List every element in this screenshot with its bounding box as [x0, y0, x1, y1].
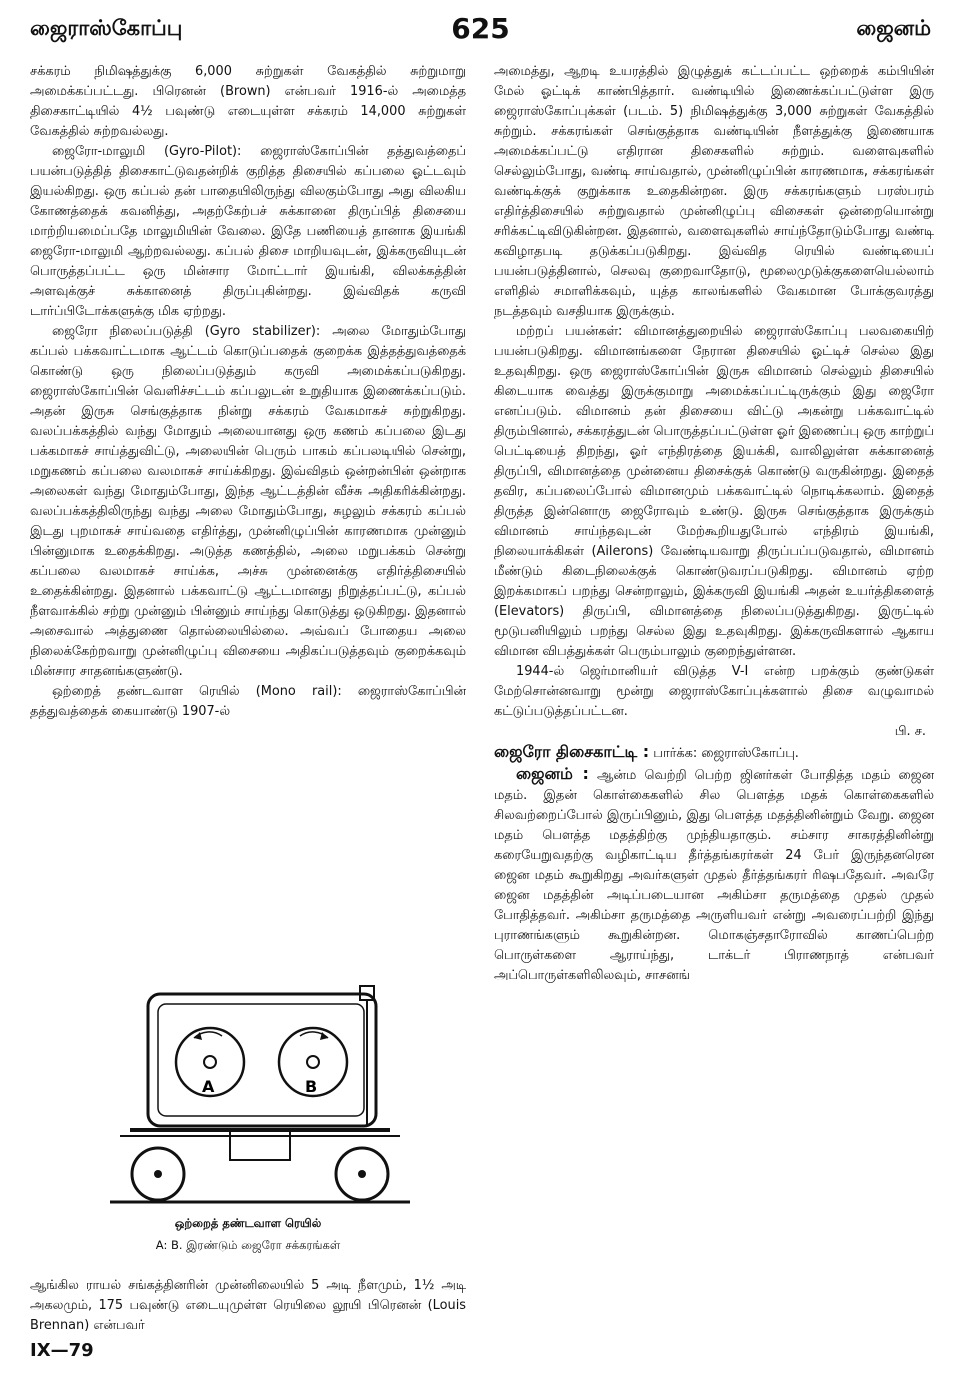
- mono-rail-figure: [110, 980, 410, 1280]
- figure-caption-title: ஒற்றைத் தண்டவாள ரெயில்: [174, 1216, 322, 1230]
- author-initials: பி. ச.: [894, 724, 926, 739]
- signature-mark: IX—79: [30, 1340, 94, 1361]
- page-header: [30, 10, 931, 54]
- paragraph-v1: 1944-ல் ஜெர்மானியர் விடுத்த V-I என்ற பறக்கும் குண்டுகள் மேற்சொன்னவாறு மூன்று ஜைராஸ்கோப்புக்களால் திசை வழுவாமல் கட்டுப்படுத்தப்பட்டன.: [494, 664, 934, 719]
- paragraph-gyro-pilot: ஜைரோ-மாலுமி (Gyro-Pilot): ஜைராஸ்கோப்பின் தத்துவத்தைப் பயன்படுத்தித் திசைகாட்டுவதன்றிக் குறித்த திசையில் கப்பலை ஓட்டவும் இயல்கிறது. ஒரு கப்பல் தன் பாதையிலிருந்து விலகும்போது அது விலகிய கோணத்தைக் கவனித்து, அதற்கேற்பச் சுக்கானை திருப்பித் திசையை மாற்றியமைப்பதே மாலுமியின் வேலை. இதே பணியைத் தானாக இயங்கி ஜைரோ-மாலுமி ஆற்றவல்லது. கப்பல் திசை மாறியவுடன், இக்கருவியுடன் பொருத்தப்பட்ட ஒரு மின்சார மோட்டார் இயங்கி, விலக்கத்தின் அளவுக்குச் சுக்கானைத் திருப்புகின்றது. இவ்விதக் கருவி டார்ப்பிடோக்களுக்கு மிக ஏற்றது.: [30, 144, 466, 319]
- paragraph: சக்கரம் நிமிஷத்துக்கு 6,000 சுற்றுகள் வேகத்தில் சுற்றுமாறு அமைக்கப்பட்டது. பிரெனன் (Brown) என்பவர் 1916-ல் அமைத்த திசைகாட்டியில் 4½ பவுண்டு எடையுள்ள சக்கரம் 14,000 சுற்றுகள் வேகத்தில் சுற்றவல்லது.: [30, 64, 466, 139]
- crossref-term: ஜைரோ திசைகாட்டி :: [494, 742, 650, 761]
- paragraph-mono-rail: ஒற்றைத் தண்டவாள ரெயில் (Mono rail): ஜைராஸ்கோப்பின் தத்துவத்தைக் கையாண்டு 1907-ல்: [30, 684, 466, 719]
- jainam-entry: [494, 764, 934, 986]
- crossref-entry: [494, 742, 934, 764]
- paragraph-gyro-stabilizer: ஜைரோ நிலைப்படுத்தி (Gyro stabilizer): அலை மோதும்போது கப்பல் பக்கவாட்டமாக ஆட்டம் கொடுப்பதைக் குறைக்க இத்தத்துவத்தைக் கொண்டு ஒரு நிலைப்படுத்தும் கருவி அமைக்கப்படுகிறது. ஜைராஸ்கோப்பின் வெளிச்சட்டம் கப்பலுடன் உறுதியாக இணைக்கப்படும். அதன் இருசு செங்குத்தாக நின்று சக்கரம் வேகமாகச் சுற்றுகிறது. வலப்பக்கத்தில் வந்து மோதும் அலையானது ஒரு கணம் கப்பலை இடது பக்கமாகச் சாய்த்துவிட்டு, அலையின் பெரும் பாகம் கப்பலடியில் சென்று, மறுகணம் கப்பலை வலமாகச் சாய்க்கிறது. இவ்விதம் ஒன்றன்பின் ஒன்றாக அலைகள் வந்து மோதும்போது, இந்த ஆட்டத்தின் வீச்சு அதிகரிக்கின்றது. வலப்பக்கத்திலிருந்து வந்து அலை மோதும்போது, சுழலும் சக்கரம் கப்பல் இடது புறமாகச் சாய்வதை எதிர்த்து, முன்னிழுப்பின் காரணமாக முன்னும் பின்னுமாக உதைக்கிறது. அடுத்த கணத்தில், அலை மறுபக்கம் சென்று கப்பலை வலமாகச் சாய்க்க, அச்சு முன்னைக்கு எதிர்த்திசையில் உதைக்கின்றது. இதனால் பக்கவாட்டு ஆட்டமானது நிறுத்தப்பட்டு, கப்பல் நீளவாக்கில் சற்று முன்னும் பின்னும் சாய்ந்து கொடுத்து ஒடுகிறது. இதனால் அசைவால் அத்துணை தொல்லையில்லை. அவ்வப் போதைய அலை நிலைக்கேற்றவாறு முன்னிழுப்பு விசையை அதிகப்படுத்தவும் குறைக்கவும் மின்சார சாதனங்களுண்டு.: [30, 324, 466, 679]
- jainam-term: ஜைனம் :: [516, 764, 589, 783]
- right-column: [494, 62, 934, 986]
- running-head-right: ஜைனம்: [856, 16, 931, 40]
- left-column-continued: [30, 1276, 466, 1336]
- left-column: [30, 62, 466, 722]
- wheel-b-label: B: [305, 1077, 318, 1096]
- carriage-frame: [148, 994, 376, 1126]
- paragraph: அமைத்து, ஆறடி உயரத்தில் இழுத்துக் கட்டப்பட்ட ஒற்றைக் கம்பியின் மேல் ஓட்டிக் காண்பித்தார். வண்டியில் இணைக்கப்பட்டுள்ள இரு ஜைராஸ்கோப்புக்கள் (படம். 5) நிமிஷத்துக்கு 3,000 சுற்றுகள் வேகத்தில் சுற்றும். சக்கரங்கள் செங்குத்தாக வண்டியின் நீளத்துக்கு இணையாக அமைக்கப்பட்டு எதிரான திசைகளில் சுற்றும். வளைவுகளில் செல்லும்போது, வண்டி சாய்வதால், முன்னிழுப்பின் காரணமாக, சக்கரங்கள் வண்டிக்குக் குறுக்காக உதைகின்றன. இரு சக்கரங்களும் பரஸ்பரம் எதிர்த்திசையில் சுற்றுவதால் முன்னிழுப்பு விசைகள் ஒன்றையொன்று சரிக்கட்டிவிடுகின்றன. இதனால், வளைவுகளில் சாய்ந்தோடும்போது வண்டி கவிழாதபடி தடுக்கப்படுகிறது. இவ்வித ரெயில் வண்டியைப் பயன்படுத்தினால், செலவு குறைவாதோடு, மூலைமுடுக்குகளையெல்லாம் எளிதில் சமாளிக்கவும், யுத்த காலங்களில் வேகமான போக்குவரத்து நடத்தவும் வசதியாக இருக்கும்.: [494, 64, 934, 319]
- jainam-text: ஆன்ம வெற்றி பெற்ற ஜினர்கள் போதித்த மதம் ஜைன மதம். இதன் கொள்கைகளில் சில பௌத்த மதக் கொள்கைகளில் சிலவற்றைப்போல் இருப்பினும், இது பௌத்த மதத்தினின்றும் வேறு. ஜைன மதம் பௌத்த மதத்திற்கு முந்தியதாகும். சம்சார சாகரத்தினின்று கரையேறுவதற்கு வழிகாட்டிய தீர்த்தங்கரர்கள் 24 பேர் இருந்தனரென ஜைன மதம் கூறுகிறது அவர்களுள் முதல் தீர்த்தங்கரர் ரிஷபதேவர். அவரே ஜைன மதத்தின் அடிப்படையான அகிம்சா தருமத்தை முதல் முதல் போதித்தவர். அகிம்சா தருமத்தை அருளியவர் என்று அவரைப்பற்றி இந்து புராணங்களும் கூறுகின்றன. மொகஞ்சதாரோவில் காணப்பெற்ற பொருள்களை ஆராய்ந்து, டாக்டர் பிராணநாத் என்பவர் அப்பொருள்களிலிலவும், சாசனங்: [494, 768, 935, 983]
- paragraph: ஆங்கில ராயல் சங்கத்தினரின் முன்னிலையில் 5 அடி நீளமும், 1½ அடி அகலமும், 175 பவுண்டு எடையுமுள்ள ரெயிலை லூயி பிரெனன் (Louis Brennan) என்பவர்: [30, 1278, 466, 1333]
- wheel-a-label: A: [202, 1077, 215, 1096]
- inner-frame: [158, 1004, 364, 1116]
- paragraph-other-uses: மற்றப் பயன்கள்: விமானத்துறையில் ஜைராஸ்கோப்பு பலவகையிற் பயன்படுகிறது. விமானங்களை நேரான திசையில் ஓட்டிச் செல்ல இது உதவுகிறது. ஒரு ஜைராஸ்கோப்பின் இருசு விமானம் செல்லும் திசையில் கிடையாக வைத்து இருக்குமாறு அமைக்கப்பட்டிருக்கும் இது ஜைரோ எனப்படும். விமானம் தன் திசையை விட்டு அகன்று பக்கவாட்டில் திரும்பினால், சக்கரத்துடன் பொருத்தப்பட்டுள்ள ஓர் இணைப்பு ஒரு காற்றுப் பெட்டியைத் திறந்து, ஓர் எந்திரத்தை இயக்கி, வாலிலுள்ள சுக்கானைத் திருப்பி, விமானத்தை முன்னைய திசைக்குக் கொண்டு வருகின்றது. இதைத் தவிர, கப்பலைப்போல் விமானமும் பக்கவாட்டில் நொடிக்கலாம். இதைத் திருத்த இன்னொரு ஜைரோவும் உண்டு. இருசு செங்குத்தாக இருக்கும் விமானம் சாய்ந்தவுடன் மேற்கூறியதுபோல் எந்திரம் இயங்கி, நிலையாக்கிகள் (Ailerons) வேண்டியவாறு திருப்பப்படுவதால், விமானம் மீண்டும் கிடைநிலைக்குக் கொண்டுவரப்படுகிறது. விமானம் ஏற்ற இறக்கமாகப் பறந்து சென்றாலும், இக்கருவி இயங்கி அதன் உயர்த்திகளைத் (Elevators) திருப்பி, விமானத்தை நிலைப்படுத்துகிறது. இருட்டில் மூடுபனியிலும் பறந்து செல்ல இது உதவுகிறது. இக்கருவிகளால் ஆகாய விமான விபத்துக்கள் பெரும்பாலும் குறைந்துள்ளன.: [494, 324, 934, 659]
- running-head-left: ஜைராஸ்கோப்பு: [30, 16, 183, 40]
- crossref-text: பார்க்க: ஜைராஸ்கோப்பு.: [653, 746, 799, 761]
- figure-caption-sub: A: B. இரண்டும் ஜைரோ சக்கரங்கள்: [155, 1238, 341, 1252]
- mono-rail-diagram: [110, 980, 410, 1210]
- page-number: 625: [451, 12, 510, 45]
